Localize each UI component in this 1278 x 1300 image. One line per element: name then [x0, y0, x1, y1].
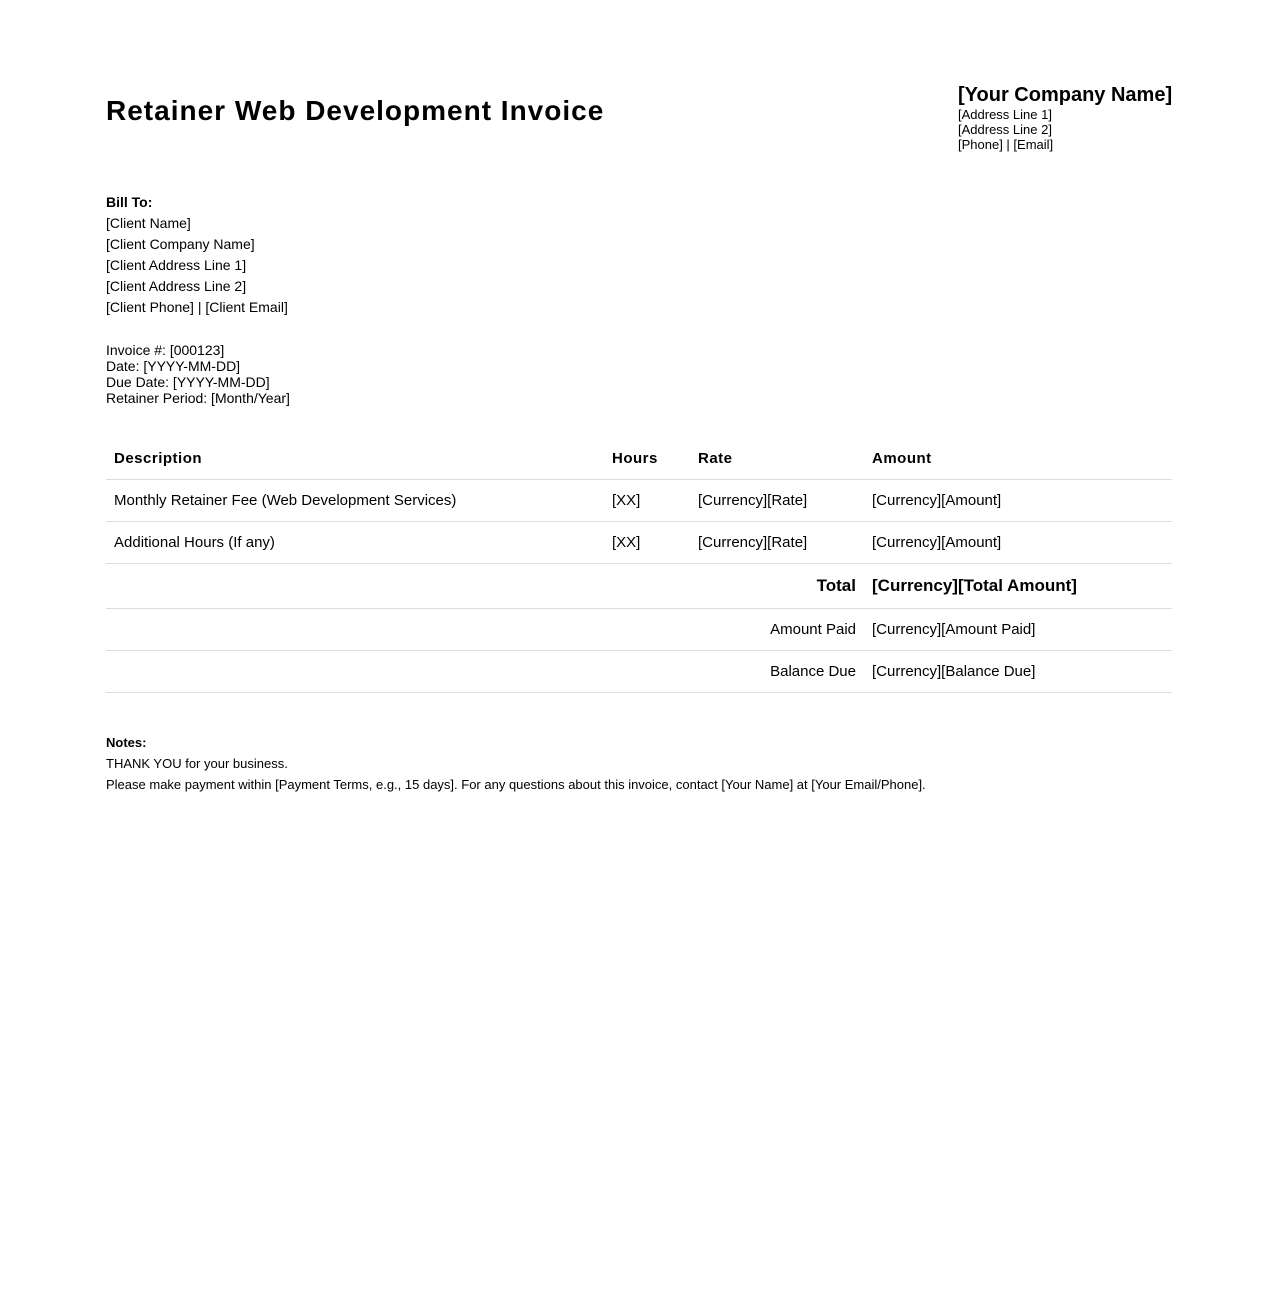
- company-address-line-2: [Address Line 2]: [958, 122, 1052, 137]
- total-label: Total: [106, 564, 864, 609]
- header-description: Description: [106, 438, 604, 480]
- invoice-meta: [106, 342, 290, 406]
- balance-due-label: Balance Due: [106, 651, 864, 693]
- balance-due-row: [106, 651, 1172, 693]
- amount-paid-value: [Currency][Amount Paid]: [864, 609, 1172, 651]
- table-row: [106, 480, 1172, 522]
- row-rate: [Currency][Rate]: [690, 522, 864, 564]
- total-row: [106, 564, 1172, 609]
- bill-to-label: Bill To:: [106, 194, 153, 210]
- client-address-line-2: [Client Address Line 2]: [106, 278, 247, 294]
- company-name: [Your Company Name]: [958, 84, 1173, 106]
- company-contact: [Phone] | [Email]: [958, 137, 1054, 152]
- retainer-period: Retainer Period: [Month/Year]: [106, 390, 290, 406]
- client-company: [Client Company Name]: [106, 236, 255, 252]
- invoice-number: Invoice #: [000123]: [106, 342, 225, 358]
- amount-paid-label: Amount Paid: [106, 609, 864, 651]
- company-address-line-1: [Address Line 1]: [958, 107, 1052, 122]
- notes-block: [106, 732, 1172, 795]
- row-amount: [Currency][Amount]: [864, 522, 1172, 564]
- total-value: [Currency][Total Amount]: [864, 564, 1172, 609]
- client-contact: [Client Phone] | [Client Email]: [106, 299, 288, 315]
- invoice-title: Retainer Web Development Invoice: [106, 95, 605, 126]
- row-amount: [Currency][Amount]: [864, 480, 1172, 522]
- header-amount: Amount: [864, 438, 1172, 480]
- row-hours: [XX]: [604, 522, 690, 564]
- amount-paid-row: [106, 609, 1172, 651]
- row-description: Additional Hours (If any): [106, 522, 604, 564]
- notes-label: Notes:: [106, 735, 147, 750]
- line-items-table: [106, 438, 1172, 693]
- bill-to-block: [106, 192, 288, 318]
- row-hours: [XX]: [604, 480, 690, 522]
- client-address-line-1: [Client Address Line 1]: [106, 257, 247, 273]
- table-header-row: [106, 438, 1172, 480]
- row-description: Monthly Retainer Fee (Web Development Services): [106, 480, 604, 522]
- notes-thank-you: THANK YOU for your business.: [106, 756, 288, 771]
- row-rate: [Currency][Rate]: [690, 480, 864, 522]
- invoice-page: [106, 0, 1172, 1300]
- notes-payment-terms: Please make payment within [Payment Terms, e.g., 15 days]. For any questions about this invoice, contact [Your Name] at [Your Email/Phone].: [106, 777, 926, 792]
- table-row: [106, 522, 1172, 564]
- balance-due-value: [Currency][Balance Due]: [864, 651, 1172, 693]
- client-name: [Client Name]: [106, 215, 191, 231]
- header-hours: Hours: [604, 438, 690, 480]
- header-rate: Rate: [690, 438, 864, 480]
- invoice-date: Date: [YYYY-MM-DD]: [106, 358, 241, 374]
- company-block: [958, 83, 1172, 152]
- due-date: Due Date: [YYYY-MM-DD]: [106, 374, 270, 390]
